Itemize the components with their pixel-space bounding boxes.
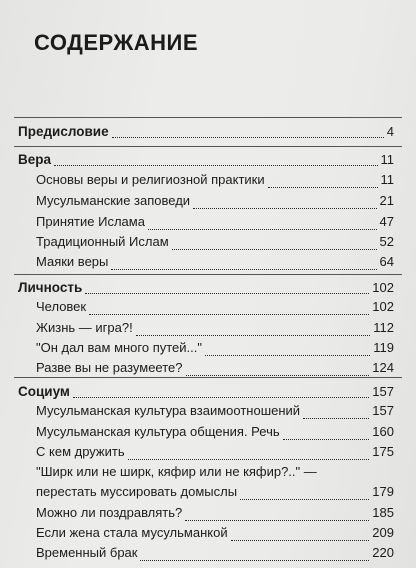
toc-entry-title: Мусульманские заповеди	[36, 193, 191, 208]
page-title: СОДЕРЖАНИЕ	[34, 30, 199, 55]
toc-entry-faith[interactable]	[0, 152, 416, 172]
toc-entry-title: Мусульманская культура взаимоотношений	[36, 403, 301, 418]
toc-entry-title: Если жена стала мусульманкой	[36, 525, 228, 540]
dot-leader	[303, 408, 369, 419]
toc-entry-title: Социум	[18, 384, 70, 399]
toc-entry-page: 185	[372, 505, 394, 520]
toc-entry[interactable]	[0, 403, 416, 423]
toc-entry[interactable]	[0, 525, 416, 545]
dot-leader	[136, 325, 371, 336]
dot-leader	[268, 177, 378, 188]
toc-entry-personality[interactable]	[0, 280, 416, 300]
toc-entry[interactable]	[0, 424, 416, 444]
toc-entry-page: 47	[379, 214, 394, 229]
toc-entry-title: Можно ли поздравлять?	[36, 505, 183, 520]
dot-leader	[85, 283, 369, 294]
toc-entry-title: Основы веры и религиозной практики	[36, 172, 265, 187]
toc-entry-title: Принятие Ислама	[36, 214, 145, 229]
toc-entry[interactable]	[0, 340, 416, 360]
toc-entry[interactable]	[0, 234, 416, 254]
toc-entry-title: "Он дал вам много путей..."	[36, 340, 203, 355]
toc-entry-page: 124	[372, 360, 394, 375]
toc-entry[interactable]	[0, 193, 416, 213]
toc-entry-page: 102	[372, 280, 394, 295]
toc-entry-preface[interactable]	[0, 124, 416, 144]
toc-entry-page: 11	[380, 152, 394, 167]
toc-entry-title: С кем дружить	[36, 444, 125, 459]
section-divider	[14, 146, 402, 147]
dot-leader	[205, 345, 370, 356]
toc-entry[interactable]	[0, 299, 416, 319]
toc-entry[interactable]	[0, 172, 416, 192]
dot-leader	[111, 259, 376, 270]
toc-entry-page: 112	[373, 320, 394, 335]
dot-leader	[112, 127, 384, 138]
toc-entry-title: Маяки веры	[36, 254, 109, 269]
toc-entry-title: перестать муссировать домыслы	[36, 484, 238, 499]
toc-entry-page: 209	[372, 525, 394, 540]
toc-entry-page: 160	[372, 424, 394, 439]
toc-entry[interactable]	[0, 214, 416, 234]
section-divider	[14, 274, 402, 275]
dot-leader	[186, 365, 370, 376]
toc-entry[interactable]	[0, 545, 416, 565]
dot-leader	[73, 387, 369, 398]
toc-entry-title: Человек	[36, 299, 87, 314]
toc-entry-page: 102	[372, 299, 394, 314]
dot-leader	[172, 239, 377, 250]
dot-leader	[185, 510, 369, 521]
dot-leader	[240, 489, 369, 500]
toc-entry-page: 157	[372, 384, 394, 399]
toc-entry-title: Предисловие	[18, 124, 109, 139]
toc-entry-page: 179	[372, 484, 394, 499]
dot-leader	[128, 449, 370, 460]
toc-entry[interactable]	[0, 505, 416, 525]
toc-entry-title: Личность	[18, 280, 83, 295]
dot-leader	[89, 304, 369, 315]
toc-entry-title: "Ширк или не ширк, кяфир или не кяфир?.." —	[36, 464, 317, 479]
toc-entry-page: 21	[379, 193, 394, 208]
toc-entry-page: 220	[372, 545, 394, 560]
toc-entry-page: 11	[380, 172, 394, 187]
dot-leader	[193, 198, 376, 209]
toc-entry[interactable]	[0, 464, 416, 484]
toc-entry[interactable]	[0, 254, 416, 274]
toc-entry-page: 175	[372, 444, 394, 459]
dot-leader	[283, 429, 370, 440]
toc-entry-page: 157	[372, 403, 394, 418]
toc-entry-title: Жизнь — игра?!	[36, 320, 133, 335]
toc-entry-title: Традиционный Ислам	[36, 234, 169, 249]
toc-entry-title: Вера	[18, 152, 52, 167]
dot-leader	[231, 530, 370, 541]
toc-entry-title: Разве вы не разумеете?	[36, 360, 183, 375]
toc-entry-page: 4	[386, 124, 394, 139]
toc-entry-title: Мусульманская культура общения. Речь	[36, 424, 280, 439]
dot-leader	[54, 155, 377, 166]
toc-entry[interactable]	[0, 320, 416, 340]
toc-entry-society[interactable]	[0, 384, 416, 404]
toc-entry[interactable]	[0, 484, 416, 504]
toc-entry[interactable]	[0, 360, 416, 380]
dot-leader	[140, 550, 369, 561]
toc-entry-page: 64	[379, 254, 394, 269]
toc-entry-page: 119	[373, 340, 394, 355]
dot-leader	[148, 219, 377, 230]
toc-entry-title: Временный брак	[36, 545, 138, 560]
toc-entry-page: 52	[379, 234, 394, 249]
section-divider	[14, 117, 402, 118]
toc-entry[interactable]	[0, 444, 416, 464]
